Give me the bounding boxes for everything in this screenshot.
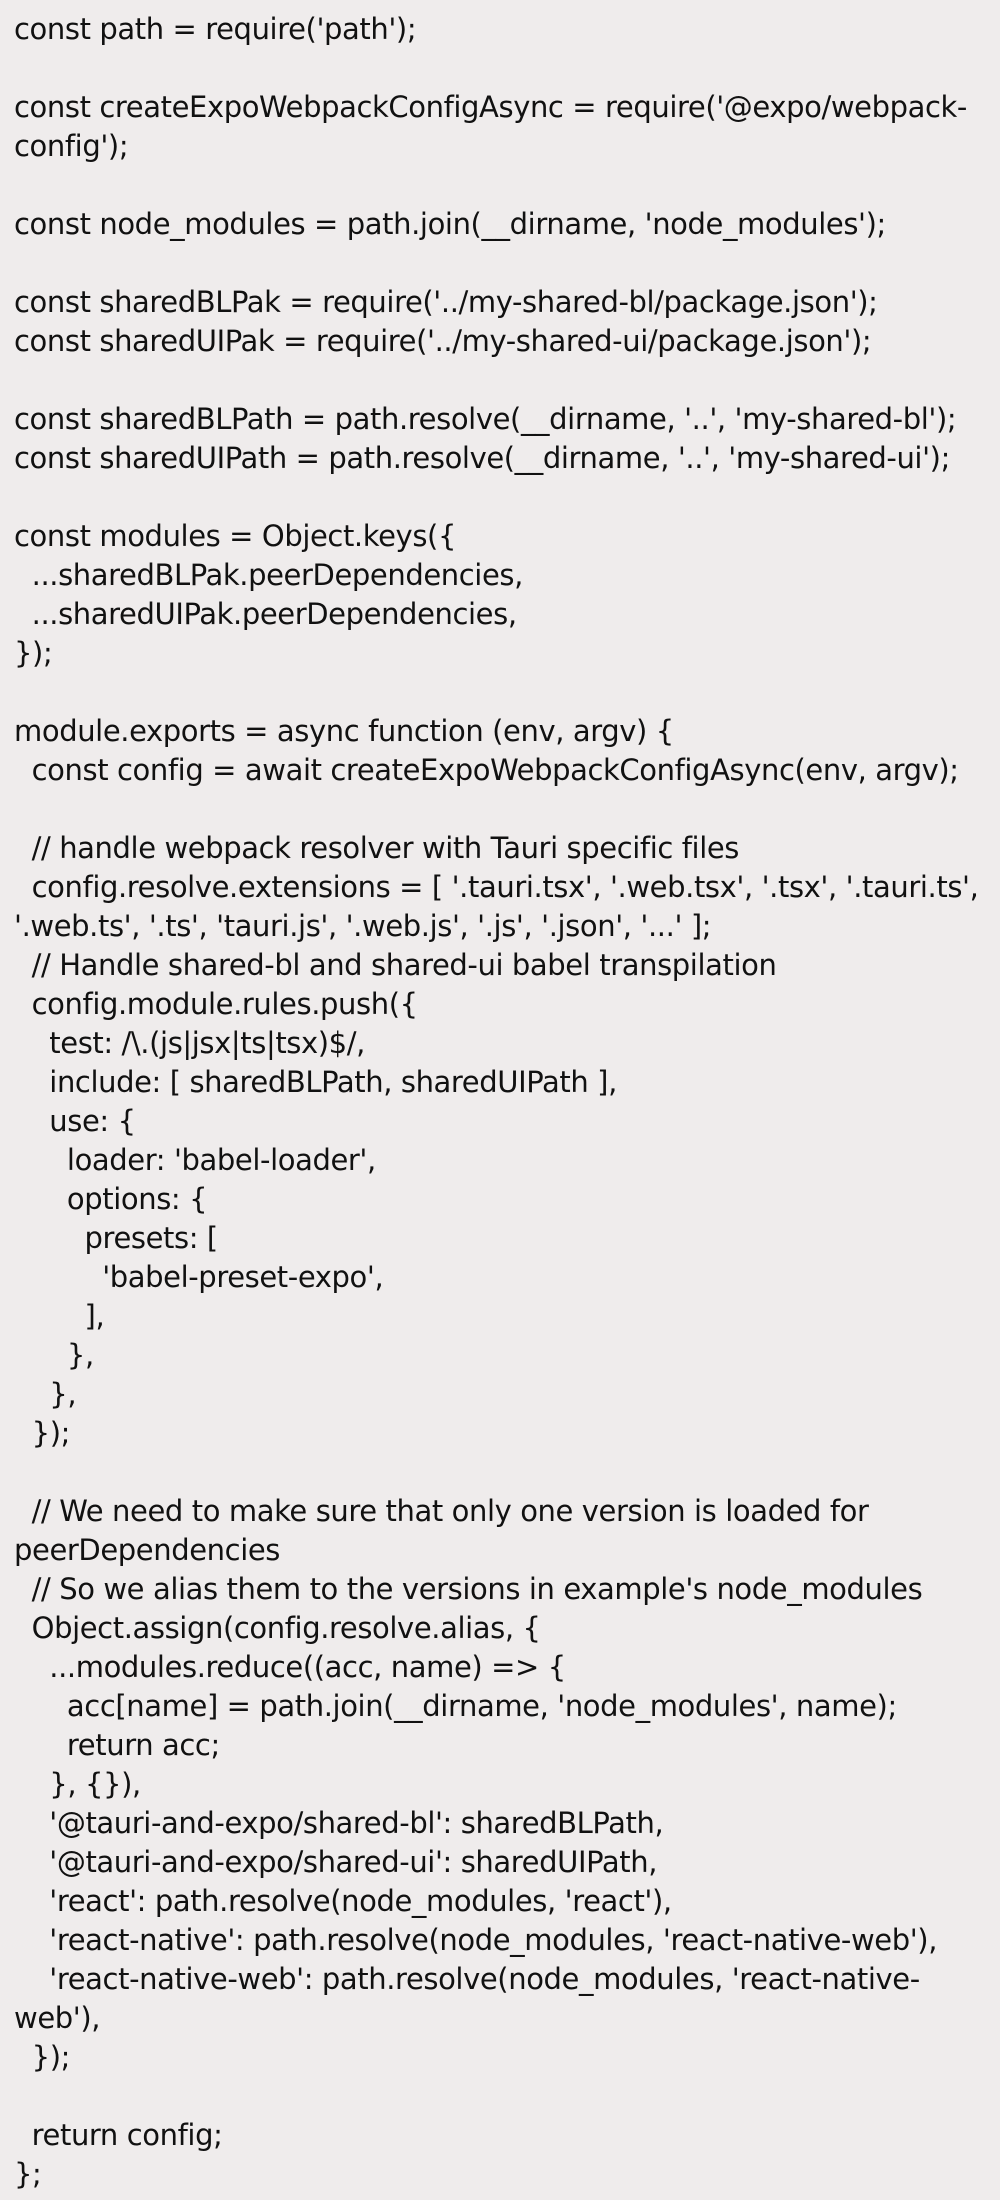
code-line: module.exports = async function (env, argv) { <box>14 714 674 748</box>
code-line: ...modules.reduce((acc, name) => { <box>14 1650 566 1684</box>
code-line: Object.assign(config.resolve.alias, { <box>14 1611 541 1645</box>
code-line: }); <box>14 2040 70 2074</box>
code-line: ], <box>14 1299 105 1333</box>
code-line: // We need to make sure that only one version is loaded for peerDependencies <box>14 1494 878 1567</box>
code-line: config.resolve.extensions = [ '.tauri.tsx', '.web.tsx', '.tsx', '.tauri.ts', '.web.ts', '.ts', 'tauri.js', '.web.js', '.js', '.json', '...' ]; <box>14 870 988 943</box>
code-line: }, <box>14 1377 77 1411</box>
code-line <box>14 49 988 88</box>
code-line: use: { <box>14 1104 136 1138</box>
code-line: return config; <box>14 2118 223 2152</box>
code-line: acc[name] = path.join(__dirname, 'node_modules', name); <box>14 1689 897 1723</box>
code-line: ...sharedUIPak.peerDependencies, <box>14 597 517 631</box>
code-line: 'react': path.resolve(node_modules, 'react'), <box>14 1884 672 1918</box>
code-line: return acc; <box>14 1728 220 1762</box>
code-line: const createExpoWebpackConfigAsync = require('@expo/webpack-config'); <box>14 90 967 163</box>
code-line: const node_modules = path.join(__dirname, 'node_modules'); <box>14 207 886 241</box>
code-line: presets: [ <box>14 1221 218 1255</box>
code-line: const sharedUIPak = require('../my-shared-ui/package.json'); <box>14 324 872 358</box>
code-line: }, <box>14 1338 94 1372</box>
code-line: const config = await createExpoWebpackConfigAsync(env, argv); <box>14 753 959 787</box>
code-line <box>14 166 988 205</box>
code-line <box>14 673 988 712</box>
code-line <box>14 790 988 829</box>
code-line <box>14 478 988 517</box>
code-line: }; <box>14 2157 42 2191</box>
code-line: 'react-native-web': path.resolve(node_modules, 'react-native-web'), <box>14 1962 920 2035</box>
code-line: '@tauri-and-expo/shared-ui': sharedUIPath, <box>14 1845 658 1879</box>
code-line <box>14 2077 988 2116</box>
code-line: include: [ sharedBLPath, sharedUIPath ], <box>14 1065 617 1099</box>
code-line: const modules = Object.keys({ <box>14 519 456 553</box>
code-line: 'babel-preset-expo', <box>14 1260 384 1294</box>
code-line: 'react-native': path.resolve(node_modules, 'react-native-web'), <box>14 1923 938 1957</box>
code-line: loader: 'babel-loader', <box>14 1143 376 1177</box>
code-line: options: { <box>14 1182 208 1216</box>
code-line: // So we alias them to the versions in example's node_modules <box>14 1572 923 1606</box>
code-line: const sharedBLPak = require('../my-shared-bl/package.json'); <box>14 285 878 319</box>
code-line: }, {}), <box>14 1767 141 1801</box>
code-line: }); <box>14 1416 70 1450</box>
code-line: '@tauri-and-expo/shared-bl': sharedBLPath, <box>14 1806 664 1840</box>
code-line: const sharedUIPath = path.resolve(__dirname, '..', 'my-shared-ui'); <box>14 441 950 475</box>
code-line: const path = require('path'); <box>14 12 417 46</box>
code-line: // Handle shared-bl and shared-ui babel transpilation <box>14 948 777 982</box>
code-line <box>14 361 988 400</box>
code-line: }); <box>14 636 53 670</box>
code-line: // handle webpack resolver with Tauri specific files <box>14 831 740 865</box>
code-line <box>14 244 988 283</box>
code-line: ...sharedBLPak.peerDependencies, <box>14 558 523 592</box>
code-line: config.module.rules.push({ <box>14 987 418 1021</box>
code-line: const sharedBLPath = path.resolve(__dirname, '..', 'my-shared-bl'); <box>14 402 957 436</box>
code-line: test: /\.(js|jsx|ts|tsx)$/, <box>14 1026 365 1060</box>
code-line <box>14 1453 988 1492</box>
